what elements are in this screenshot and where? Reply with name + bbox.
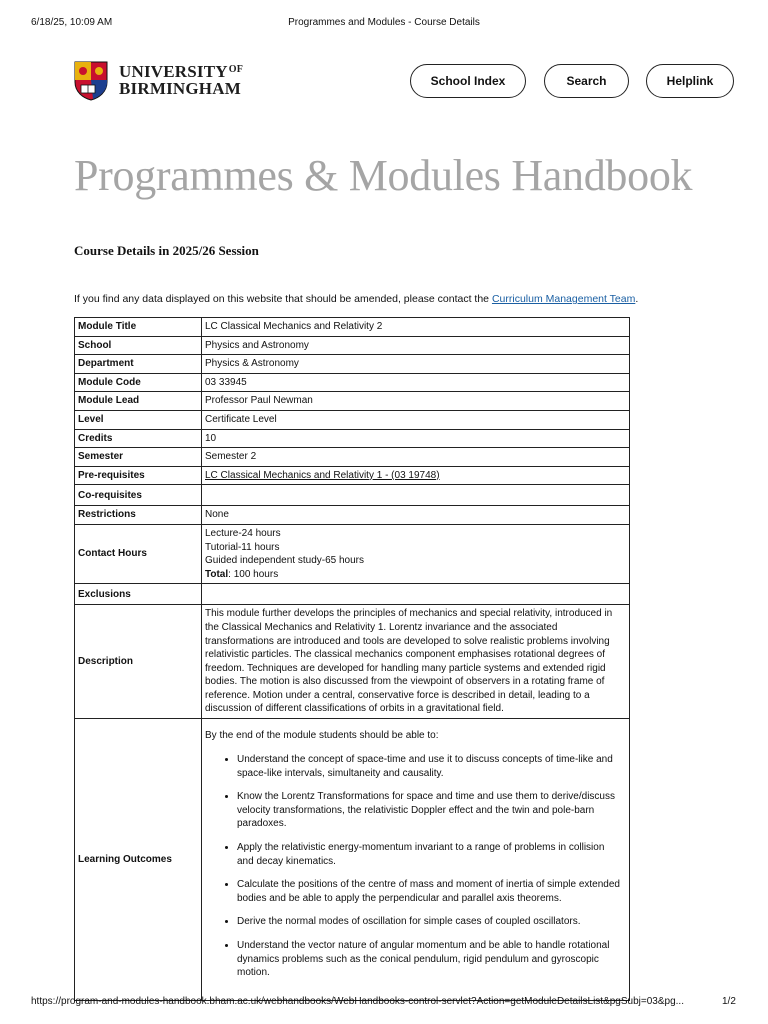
print-url: https://program-and-modules-handbook.bham.ac.uk/webhandbooks/WebHandbooks-control-servlet?Action=getModuleDetailsList&pgSubj=03&pg... <box>31 996 684 1007</box>
table-row <box>75 485 630 506</box>
school-value: Physics and Astronomy <box>202 336 630 355</box>
corequisites-label: Co-requisites <box>75 485 202 506</box>
department-value: Physics & Astronomy <box>202 355 630 374</box>
module-lead-label: Module Lead <box>75 392 202 411</box>
prerequisites-label: Pre-requisites <box>75 466 202 485</box>
helplink-button[interactable]: Helplink <box>646 64 734 98</box>
module-title-label: Module Title <box>75 318 202 337</box>
print-page-title: Programmes and Modules - Course Details <box>288 17 480 28</box>
contact-tutorial: Tutorial-11 hours <box>205 541 280 553</box>
prerequisites-value <box>202 466 630 485</box>
module-title-value: LC Classical Mechanics and Relativity 2 <box>202 318 630 337</box>
prerequisite-link[interactable]: LC Classical Mechanics and Relativity 1 - (03 19748) <box>205 469 440 481</box>
university-crest-icon <box>73 60 109 101</box>
description-value: This module further develops the principles of mechanics and special relativity, introduced in the Classical Mechanics and Relativity 1. Lorentz invariance and the associated transformations are introduced and tools are developed to solve realistic problems involving relativistic particles. The classical mechanics component emphasises rotational degrees of freedom. Techniques are developed for handling many particle systems and extended rigid bodies. The motion is also discussed from the viewpoint of observers in a rotating frame of reference. Motion under a central, conservative force is described in detail, leading to a discussion of different classifications of orbits in a gravitational field. <box>202 605 630 719</box>
print-datetime: 6/18/25, 10:09 AM <box>31 17 113 28</box>
logo-line1: UNIVERSITY <box>119 62 228 81</box>
level-label: Level <box>75 410 202 429</box>
university-wordmark <box>119 63 243 97</box>
print-page-number: 1/2 <box>722 996 736 1007</box>
learning-outcomes-label: Learning Outcomes <box>75 719 202 1001</box>
table-row <box>75 336 630 355</box>
semester-value: Semester 2 <box>202 448 630 467</box>
exclusions-label: Exclusions <box>75 584 202 605</box>
contact-hours-label: Contact Hours <box>75 524 202 583</box>
credits-label: Credits <box>75 429 202 448</box>
module-details-table <box>74 317 630 1001</box>
learning-outcomes-intro: By the end of the module students should be able to: <box>205 730 439 742</box>
curriculum-management-link[interactable]: Curriculum Management Team <box>491 293 636 305</box>
table-row <box>75 392 630 411</box>
corequisites-value <box>202 485 630 506</box>
logo-of: OF <box>228 64 244 75</box>
list-item: • Know the Lorentz Transformations for space and time and use them to derive/discuss velocity transformations, the relativistic Doppler effect and the twin and pole-barn paradoxes. <box>237 790 626 831</box>
table-row <box>75 466 630 485</box>
school-label: School <box>75 336 202 355</box>
restrictions-label: Restrictions <box>75 506 202 525</box>
table-row <box>75 719 630 1001</box>
amend-notice <box>74 293 638 305</box>
search-button[interactable]: Search <box>544 64 629 98</box>
level-value: Certificate Level <box>202 410 630 429</box>
learning-outcomes-list <box>205 753 626 980</box>
contact-total-label: Total <box>205 568 229 580</box>
table-row <box>75 373 630 392</box>
contact-lecture: Lecture-24 hours <box>205 527 281 539</box>
table-row <box>75 584 630 605</box>
table-row <box>75 448 630 467</box>
table-row <box>75 318 630 337</box>
contact-total-value: : 100 hours <box>228 568 279 580</box>
module-code-label: Module Code <box>75 373 202 392</box>
description-label: Description <box>75 605 202 719</box>
school-index-button[interactable]: School Index <box>410 64 526 98</box>
table-row <box>75 524 630 583</box>
table-row <box>75 605 630 719</box>
print-header <box>0 17 768 31</box>
logo-line2: BIRMINGHAM <box>119 79 241 98</box>
learning-outcomes-value <box>202 719 630 1001</box>
list-item: • Derive the normal modes of oscillation for simple cases of coupled oscillators. <box>237 915 626 929</box>
contact-guided: Guided independent study-65 hours <box>205 555 365 567</box>
notice-end: . <box>635 293 639 305</box>
contact-hours-value <box>202 524 630 583</box>
page-title: Programmes & Modules Handbook <box>74 151 693 200</box>
table-row <box>75 506 630 525</box>
exclusions-value <box>202 584 630 605</box>
restrictions-value: None <box>202 506 630 525</box>
list-item: • Understand the concept of space-time and use it to discuss concepts of time-like and space-like intervals, simultaneity and causality. <box>237 753 626 780</box>
university-logo[interactable] <box>73 59 243 101</box>
module-lead-value: Professor Paul Newman <box>202 392 630 411</box>
notice-text: If you find any data displayed on this website that should be amended, please contact the <box>74 293 492 305</box>
contact-total <box>205 568 626 582</box>
list-item: • Apply the relativistic energy-momentum invariant to a range of problems in collision and decay kinematics. <box>237 841 626 868</box>
credits-value: 10 <box>202 429 630 448</box>
table-row <box>75 429 630 448</box>
table-row <box>75 355 630 374</box>
semester-label: Semester <box>75 448 202 467</box>
list-item: • Understand the vector nature of angular momentum and be able to handle rotational dynamics problems such as the conical pendulum, rigid pendulum and gyroscopic motion. <box>237 939 626 980</box>
course-details-heading: Course Details in 2025/26 Session <box>74 243 259 258</box>
module-code-value: 03 33945 <box>202 373 630 392</box>
list-item: • Calculate the positions of the centre of mass and moment of inertia of simple extended bodies and be able to apply the perpendicular and parallel axis theorems. <box>237 878 626 905</box>
department-label: Department <box>75 355 202 374</box>
table-row <box>75 410 630 429</box>
